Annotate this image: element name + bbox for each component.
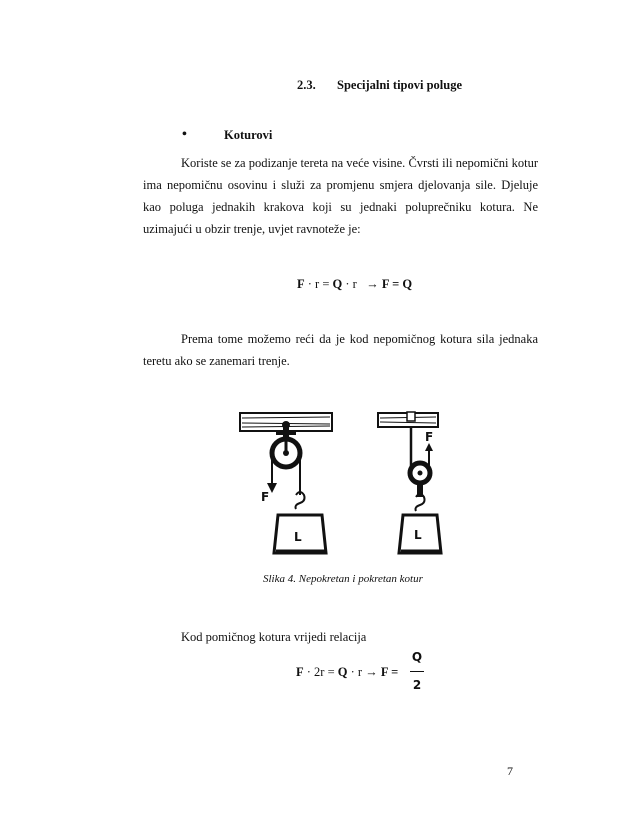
eq1-part2: · r xyxy=(342,277,357,291)
eq2-part2: · r → xyxy=(347,665,381,679)
bullet-icon: • xyxy=(182,127,187,142)
paragraph-movable-pulley: Kod pomičnog kotura vrijedi relacija xyxy=(181,630,367,644)
eq2-q: Q xyxy=(337,665,348,679)
section-title: Specijalni tipovi poluge xyxy=(337,78,463,92)
equation-movable-pulley xyxy=(296,665,398,680)
fraction-numerator: Q xyxy=(411,650,423,664)
fraction-denominator: 2 xyxy=(412,678,422,692)
eq1-part1: · r = xyxy=(304,277,333,291)
bullet-title: Koturovi xyxy=(224,128,273,142)
section-number: 2.3. xyxy=(297,78,316,92)
fraction-q-over-2 xyxy=(410,650,424,692)
fixed-pulley-drawing xyxy=(240,413,332,553)
movable-force-label: F xyxy=(425,430,434,444)
fixed-force-label: F xyxy=(261,490,270,504)
eq1-result: F = Q xyxy=(381,277,413,291)
movable-pulley-drawing xyxy=(378,412,441,553)
eq1-q: Q xyxy=(332,277,343,291)
equation-fixed-pulley xyxy=(297,277,412,292)
figure-caption-text: Slika 4. Nepokretan i pokretan kotur xyxy=(263,573,423,585)
eq1-f: F xyxy=(297,277,305,291)
movable-weight-label: L xyxy=(414,528,422,542)
fraction-bar xyxy=(410,671,424,672)
paragraph-fixed-pulley xyxy=(143,152,538,240)
paragraph-2-text: Prema tome možemo reći da je kod nepomičnog kotura sila jednaka teretu ako se zanemari trenje. xyxy=(143,332,538,368)
pulley-figure xyxy=(230,405,460,565)
eq2-f: F xyxy=(296,665,304,679)
fixed-weight-label: L xyxy=(294,530,302,544)
paragraph-conclusion xyxy=(143,328,538,372)
page-number: 7 xyxy=(507,764,513,778)
paragraph-1-text: Koriste se za podizanje tereta na veće visine. Čvrsti ili nepomični kotur ima nepomičnu osovinu i služi za promjenu smjera djelovanja sile. Djeluje kao poluga jednakih krakova koji su jednaki poluprečniku kotura. Ne uzimajući u obzir trenje, uvjet ravnoteže je: xyxy=(143,156,538,236)
eq2-part1: · 2r = xyxy=(303,665,338,679)
eq2-result: F = xyxy=(380,665,399,679)
eq1-arrow: → xyxy=(366,277,382,291)
